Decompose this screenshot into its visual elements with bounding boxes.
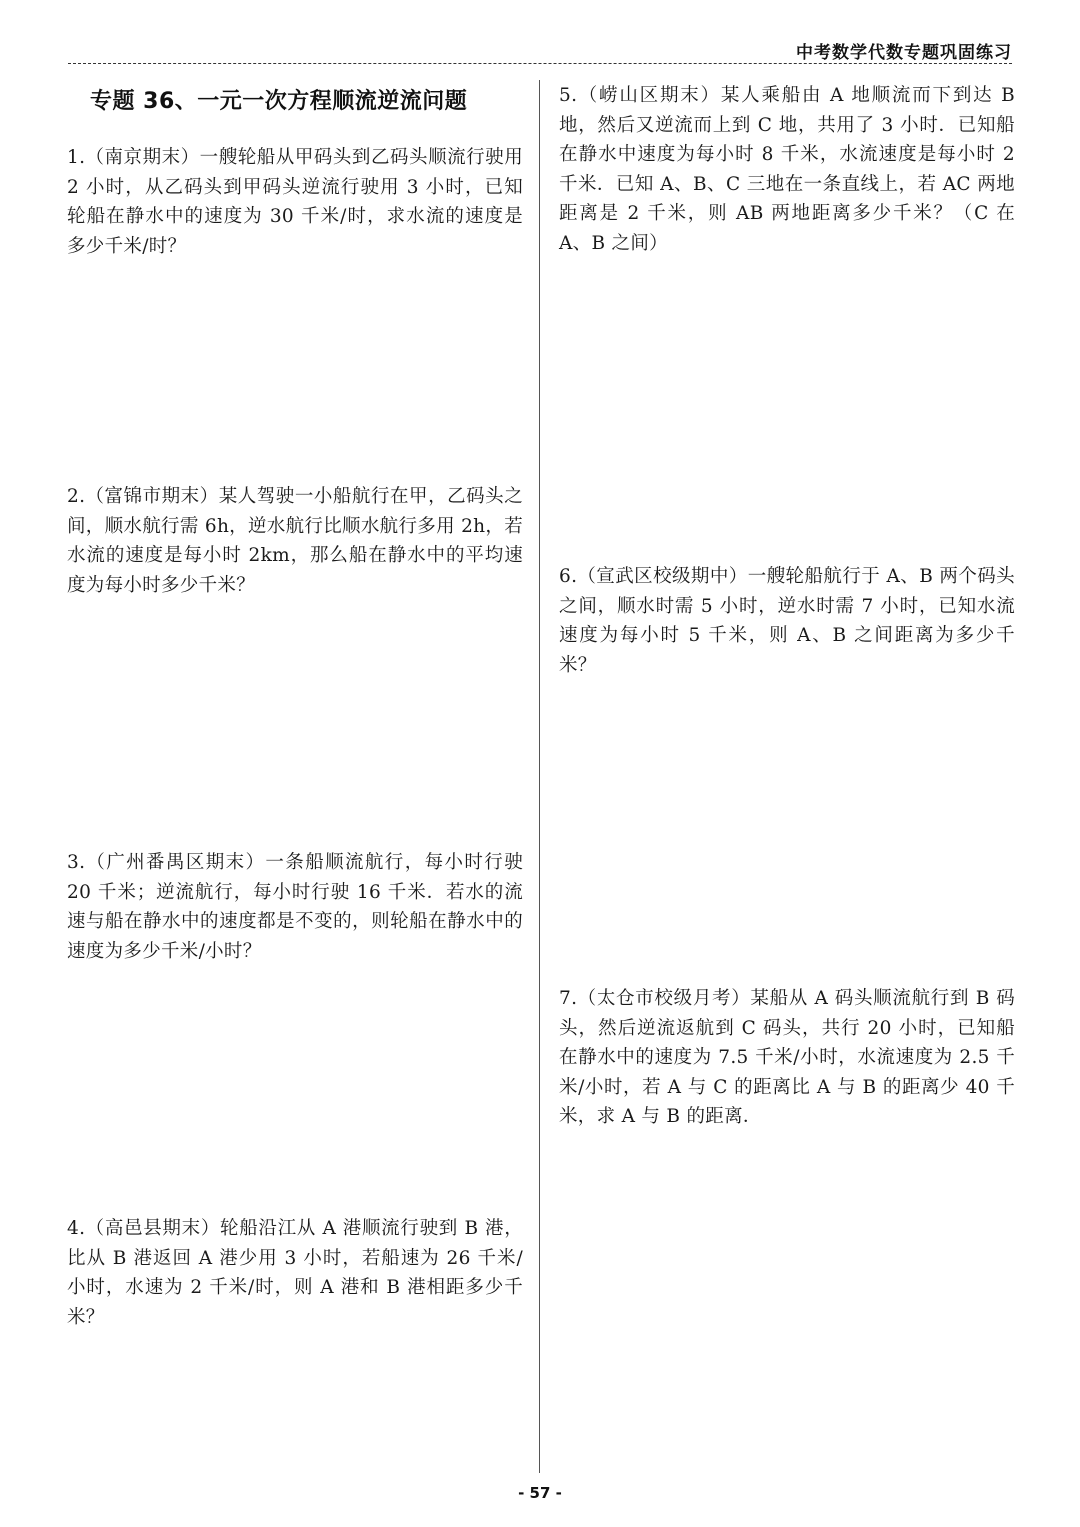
problem-3: 3.（广州番禺区期末）一条船顺流航行，每小时行驶 20 千米；逆流航行，每小时行驶 16 千米．若水的流速与船在静水中的速度都是不变的，则轮船在静水中的速度为多少千米/小时？ [67, 852, 523, 962]
problem-6: 6.（宣武区校级期中）一艘轮船航行于 A、B 两个码头之间，顺水时需 5 小时，逆水时需 7 小时，已知水流速度为每小时 5 千米，则 A、B 之间距离为多少千米？ [559, 566, 1015, 676]
problem-4: 4.（高邑县期末）轮船沿江从 A 港顺流行驶到 B 港，比从 B 港返回 A 港少用 3 小时，若船速为 26 千米/小时，水速为 2 千米/时，则 A 港和 B 港相距多少千米？ [67, 1218, 523, 1328]
problem-5: 5.（崂山区期末）某人乘船由 A 地顺流而下到达 B 地，然后又逆流而上到 C 地，共用了 3 小时．已知船在静水中速度为每小时 8 千米，水流速度是每小时 2 千米．已知 A、B、C 三地在一条直线上，若 AC 两地距离是 2 千米，则 AB 两地距离多少千米？（C 在 A、B 之间） [559, 85, 1015, 254]
problem-1: 1.（南京期末）一艘轮船从甲码头到乙码头顺流行驶用 2 小时，从乙码头到甲码头逆流行驶用 3 小时，已知轮船在静水中的速度为 30 千米/时，求水流的速度是多少千米/时？ [67, 147, 523, 257]
column-divider [539, 80, 540, 1473]
page-number: - 57 - [518, 1484, 562, 1502]
problem-2: 2.（富锦市期末）某人驾驶一小船航行在甲，乙码头之间，顺水航行需 6h，逆水航行比顺水航行多用 2h，若水流的速度是每小时 2km，那么船在静水中的平均速度为每小时多少千米？ [67, 486, 523, 596]
header-divider [68, 63, 1012, 64]
topic-title: 专题 36、一元一次方程顺流逆流问题 [90, 89, 468, 114]
problem-7: 7.（太仓市校级月考）某船从 A 码头顺流航行到 B 码头，然后逆流返航到 C 码头，共行 20 小时，已知船在静水中的速度为 7.5 千米/小时，水流速度为 2.5 千米/小时，若 A 与 C 的距离比 A 与 B 的距离少 40 千米，求 A 与 B 的距离． [559, 988, 1015, 1127]
header-title: 中考数学代数专题巩固练习 [796, 43, 1012, 63]
